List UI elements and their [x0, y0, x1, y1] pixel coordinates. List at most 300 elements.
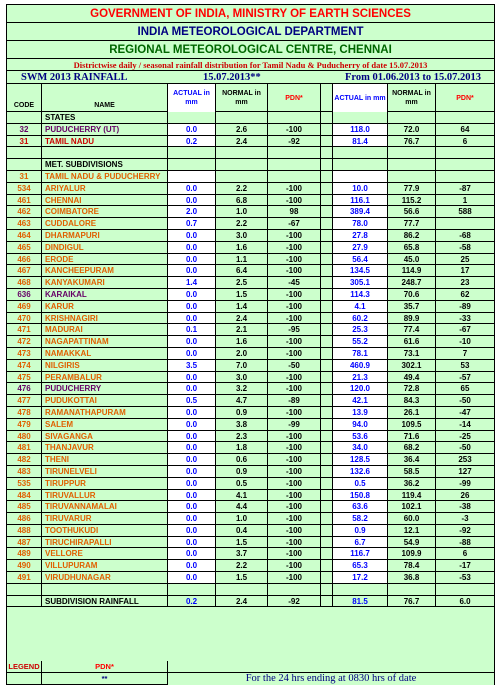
pdn-daily: -100 [268, 301, 321, 312]
table-row [7, 136, 494, 148]
gap-cell [321, 112, 333, 123]
legend-blank [7, 673, 42, 685]
col-normal-daily: NORMAL in mm [216, 84, 268, 112]
pdn-daily [268, 171, 321, 182]
pdn-daily: -50 [268, 360, 321, 371]
table-row [7, 572, 494, 584]
actual-season: 13.9 [333, 407, 388, 418]
pdn-season: -38 [459, 502, 471, 512]
district-code: 31 [7, 171, 42, 182]
table-row [7, 112, 494, 124]
actual-season [333, 147, 388, 158]
rainfall-sheet [6, 4, 495, 685]
pdn-season: -57 [459, 372, 471, 382]
district-code: 484 [7, 490, 42, 501]
actual-season: 118.0 [333, 124, 388, 135]
normal-daily: 0.9 [216, 407, 268, 418]
district-name: THENI [42, 454, 168, 465]
pdn-season: 7 [462, 348, 468, 358]
pdn-season: -68 [459, 230, 471, 240]
pdn-daily: -100 [268, 313, 321, 324]
normal-daily: 1.6 [216, 336, 268, 347]
normal-daily: 7.0 [216, 360, 268, 371]
normal-daily: 2.1 [216, 324, 268, 335]
district-code [7, 159, 42, 170]
table-row [7, 442, 494, 454]
district-name: PUDUCHERRY [42, 383, 168, 394]
district-name: SIVAGANGA [42, 431, 168, 442]
actual-daily: 3.5 [168, 360, 216, 371]
pdn-daily: -100 [268, 525, 321, 536]
pdn-daily: -100 [268, 230, 321, 241]
table-row [7, 147, 494, 159]
actual-daily: 0.0 [168, 572, 216, 583]
normal-daily: 1.6 [216, 242, 268, 253]
normal-season [388, 147, 436, 158]
table-row [7, 478, 494, 490]
col-pdn-daily: PDN* [268, 84, 321, 112]
pdn-season: 17 [460, 266, 470, 276]
gap-cell [321, 324, 333, 335]
actual-season: 78.0 [333, 218, 388, 229]
normal-season: 56.6 [388, 206, 436, 217]
gap-cell [321, 525, 333, 536]
normal-daily: 2.4 [216, 136, 268, 147]
actual-season: 27.9 [333, 242, 388, 253]
district-code: 480 [7, 431, 42, 442]
district-name: NAMAKKAL [42, 348, 168, 359]
actual-season: 63.6 [333, 501, 388, 512]
table-row [7, 218, 494, 230]
district-name: KRISHNAGIRI [42, 313, 168, 324]
normal-season [388, 159, 436, 170]
actual-season: 42.1 [333, 395, 388, 406]
actual-daily [168, 147, 216, 158]
actual-daily: 0.7 [168, 218, 216, 229]
normal-daily: 1.0 [216, 513, 268, 524]
actual-daily: 0.0 [168, 254, 216, 265]
pdn-daily: -100 [268, 124, 321, 135]
gap-cell [321, 254, 333, 265]
district-code: 464 [7, 230, 42, 241]
pdn-season: 65 [460, 384, 470, 394]
table-row [7, 195, 494, 207]
normal-daily: 0.9 [216, 466, 268, 477]
district-name: SALEM [42, 419, 168, 430]
table-row [7, 419, 494, 431]
pdn-daily: -100 [268, 454, 321, 465]
table-row [7, 183, 494, 195]
normal-season: 49.4 [388, 372, 436, 383]
normal-season: 102.1 [388, 501, 436, 512]
pdn-season: -10 [459, 337, 471, 347]
district-name: ERODE [42, 254, 168, 265]
actual-season: 58.2 [333, 513, 388, 524]
table-row [7, 525, 494, 537]
district-name: PERAMBALUR [42, 372, 168, 383]
normal-season: 68.2 [388, 442, 436, 453]
normal-season [388, 171, 436, 182]
normal-daily: 2.4 [216, 596, 268, 607]
col-actual-season: ACTUAL in mm [333, 84, 388, 112]
pdn-daily [268, 112, 321, 123]
district-code: 461 [7, 195, 42, 206]
district-name: KARAIKAL [42, 289, 168, 300]
normal-daily: 3.0 [216, 372, 268, 383]
district-name: SUBDIVISION RAINFALL [42, 596, 168, 607]
district-code: 470 [7, 313, 42, 324]
normal-season: 89.9 [388, 313, 436, 324]
gap-cell [321, 206, 333, 217]
district-name: TAMIL NADU [42, 136, 168, 147]
normal-season: 36.2 [388, 478, 436, 489]
district-code: 490 [7, 560, 42, 571]
normal-season: 86.2 [388, 230, 436, 241]
actual-daily: 0.0 [168, 513, 216, 524]
normal-season: 119.4 [388, 490, 436, 501]
district-code: 479 [7, 419, 42, 430]
actual-daily: 0.0 [168, 183, 216, 194]
table-row [7, 159, 494, 171]
table-row [7, 277, 494, 289]
actual-daily: 0.0 [168, 242, 216, 253]
footnote-banner: For the 24 hrs ending at 0830 hrs of date [168, 673, 494, 685]
district-name: RAMANATHAPURAM [42, 407, 168, 418]
actual-daily: 0.0 [168, 313, 216, 324]
district-code: 472 [7, 336, 42, 347]
period-range: From 01.06.2013 to 15.07.2013 [345, 72, 482, 83]
normal-season: 77.9 [388, 183, 436, 194]
normal-daily: 2.2 [216, 218, 268, 229]
normal-season: 109.9 [388, 548, 436, 559]
gap-cell [321, 596, 333, 607]
district-code: 486 [7, 513, 42, 524]
pdn-season: 62 [460, 289, 470, 299]
pdn-season: 127 [458, 466, 472, 476]
actual-daily: 0.0 [168, 490, 216, 501]
table-row [7, 360, 494, 372]
actual-season: 65.3 [333, 560, 388, 571]
actual-daily: 0.0 [168, 336, 216, 347]
pdn-daily: -100 [268, 431, 321, 442]
actual-season: 94.0 [333, 419, 388, 430]
actual-daily: 0.0 [168, 195, 216, 206]
pdn-season: -14 [459, 419, 471, 429]
actual-daily: 0.0 [168, 548, 216, 559]
normal-season: 61.6 [388, 336, 436, 347]
normal-daily: 2.4 [216, 313, 268, 324]
district-name: VELLORE [42, 548, 168, 559]
normal-season: 248.7 [388, 277, 436, 288]
actual-daily: 0.0 [168, 419, 216, 430]
department-title: INDIA METEOROLOGICAL DEPARTMENT [7, 23, 494, 41]
pdn-season [436, 218, 494, 229]
district-code: 466 [7, 254, 42, 265]
district-name: TAMIL NADU & PUDUCHERRY [42, 171, 168, 182]
gap-cell [321, 407, 333, 418]
pdn-daily: -67 [268, 218, 321, 229]
pdn-daily: -92 [268, 136, 321, 147]
district-name: CUDDALORE [42, 218, 168, 229]
pdn-season: -50 [459, 443, 471, 453]
normal-season: 45.0 [388, 254, 436, 265]
district-code: 477 [7, 395, 42, 406]
pdn-season [436, 159, 494, 170]
normal-season: 76.7 [388, 136, 436, 147]
district-name: STATES [42, 112, 168, 123]
actual-daily: 0.2 [168, 136, 216, 147]
rainfall-table [7, 112, 494, 607]
actual-season: 134.5 [333, 265, 388, 276]
district-name: DHARMAPURI [42, 230, 168, 241]
pdn-season: -67 [459, 325, 471, 335]
pdn-daily: -45 [268, 277, 321, 288]
normal-daily: 2.2 [216, 560, 268, 571]
normal-daily: 3.2 [216, 383, 268, 394]
normal-season: 302.1 [388, 360, 436, 371]
actual-season: 128.5 [333, 454, 388, 465]
actual-daily: 0.0 [168, 289, 216, 300]
actual-season: 56.4 [333, 254, 388, 265]
gap-cell [321, 490, 333, 501]
legend-label: LEGEND [7, 661, 42, 672]
actual-season: 460.9 [333, 360, 388, 371]
col-code: CODE [7, 84, 42, 112]
gap-cell [321, 360, 333, 371]
pdn-daily: -99 [268, 419, 321, 430]
table-row [7, 490, 494, 502]
pdn-daily [268, 147, 321, 158]
normal-daily: 3.7 [216, 548, 268, 559]
actual-daily: 0.0 [168, 501, 216, 512]
normal-season: 35.7 [388, 301, 436, 312]
gap-cell [321, 195, 333, 206]
actual-daily: 0.0 [168, 124, 216, 135]
actual-daily: 0.0 [168, 454, 216, 465]
pdn-daily: -100 [268, 407, 321, 418]
normal-season: 54.9 [388, 537, 436, 548]
normal-season: 76.7 [388, 596, 436, 607]
pdn-daily: -100 [268, 501, 321, 512]
normal-season: 70.6 [388, 289, 436, 300]
pdn-season: -58 [459, 242, 471, 252]
normal-daily [216, 171, 268, 182]
normal-season: 12.1 [388, 525, 436, 536]
pdn-daily: -95 [268, 324, 321, 335]
gap-cell [321, 336, 333, 347]
district-name: VILLUPURAM [42, 560, 168, 571]
district-code: 473 [7, 348, 42, 359]
district-code: 534 [7, 183, 42, 194]
pdn-daily: -100 [268, 548, 321, 559]
pdn-daily: -100 [268, 289, 321, 300]
pdn-season [436, 171, 494, 182]
pdn-season: -53 [459, 573, 471, 583]
district-name: NILGIRIS [42, 360, 168, 371]
actual-season [333, 112, 388, 123]
gap-cell [321, 372, 333, 383]
actual-daily: 0.0 [168, 442, 216, 453]
district-name: COIMBATORE [42, 206, 168, 217]
district-code: 462 [7, 206, 42, 217]
actual-season: 116.1 [333, 195, 388, 206]
actual-season: 81.5 [333, 596, 388, 607]
col-pdn-season: PDN* [456, 94, 474, 102]
actual-daily: 0.0 [168, 348, 216, 359]
normal-season: 77.4 [388, 324, 436, 335]
pdn-season [436, 584, 494, 595]
district-name: CHENNAI [42, 195, 168, 206]
gap-cell [321, 242, 333, 253]
gap-cell [321, 289, 333, 300]
actual-daily: 0.0 [168, 431, 216, 442]
pdn-season: 64 [460, 124, 470, 134]
actual-daily: 0.0 [168, 230, 216, 241]
table-row [7, 395, 494, 407]
district-code: 535 [7, 478, 42, 489]
pdn-daily: -100 [268, 195, 321, 206]
col-normal-season: NORMAL in mm [388, 84, 436, 112]
table-footer [7, 661, 494, 685]
normal-daily: 1.1 [216, 254, 268, 265]
gap-cell [321, 419, 333, 430]
gap-cell [321, 501, 333, 512]
pdn-season [436, 147, 494, 158]
actual-season: 53.6 [333, 431, 388, 442]
gap-cell [321, 584, 333, 595]
pdn-season: -88 [459, 537, 471, 547]
district-code: 474 [7, 360, 42, 371]
normal-daily: 4.4 [216, 501, 268, 512]
gap-cell [321, 537, 333, 548]
district-code [7, 596, 42, 607]
actual-season: 25.3 [333, 324, 388, 335]
normal-daily: 1.8 [216, 442, 268, 453]
normal-season: 73.1 [388, 348, 436, 359]
district-name: MADURAI [42, 324, 168, 335]
pdn-season: 6 [462, 549, 468, 559]
actual-daily [168, 159, 216, 170]
gap-cell [321, 466, 333, 477]
normal-season: 84.3 [388, 395, 436, 406]
district-code: 491 [7, 572, 42, 583]
table-row [7, 407, 494, 419]
normal-daily: 1.5 [216, 572, 268, 583]
pdn-daily [268, 584, 321, 595]
gap-cell [321, 454, 333, 465]
table-row [7, 560, 494, 572]
pdn-daily: -100 [268, 372, 321, 383]
actual-season: 0.5 [333, 478, 388, 489]
table-row [7, 171, 494, 183]
normal-season: 72.0 [388, 124, 436, 135]
normal-daily: 0.5 [216, 478, 268, 489]
district-name [42, 147, 168, 158]
pdn-daily: -100 [268, 348, 321, 359]
district-code: 485 [7, 501, 42, 512]
pdn-season: -17 [459, 561, 471, 571]
district-name: TOOTHUKUDI [42, 525, 168, 536]
gap-cell [321, 395, 333, 406]
normal-daily: 2.3 [216, 431, 268, 442]
table-row [7, 242, 494, 254]
pdn-season: 1 [462, 195, 468, 205]
col-name: NAME [42, 84, 168, 112]
normal-daily: 0.4 [216, 525, 268, 536]
district-code: 488 [7, 525, 42, 536]
actual-season [333, 159, 388, 170]
actual-season: 21.3 [333, 372, 388, 383]
table-row [7, 537, 494, 549]
gap-cell [321, 230, 333, 241]
pdn-season: -87 [459, 183, 471, 193]
report-subtitle: Districtwise daily / seasonal rainfall distribution for Tamil Nadu & Puducherry of date 15.07.2013 [7, 59, 494, 71]
normal-daily: 1.4 [216, 301, 268, 312]
col-gap [321, 84, 333, 112]
district-code [7, 147, 42, 158]
gap-cell [321, 147, 333, 158]
pdn-daily: -100 [268, 478, 321, 489]
actual-season: 55.2 [333, 336, 388, 347]
district-code: 465 [7, 242, 42, 253]
district-name: TIRUVANNAMALAI [42, 501, 168, 512]
gap-cell [321, 277, 333, 288]
table-row [7, 454, 494, 466]
table-row [7, 513, 494, 525]
normal-daily: 6.4 [216, 265, 268, 276]
pdn-season: -92 [459, 525, 471, 535]
district-name [42, 584, 168, 595]
gap-cell [321, 442, 333, 453]
normal-daily: 2.2 [216, 183, 268, 194]
district-name: VIRUDHUNAGAR [42, 572, 168, 583]
gap-cell [321, 301, 333, 312]
actual-season: 116.7 [333, 548, 388, 559]
gap-cell [321, 572, 333, 583]
table-row [7, 383, 494, 395]
normal-season: 65.8 [388, 242, 436, 253]
actual-season: 27.8 [333, 230, 388, 241]
district-code: 467 [7, 265, 42, 276]
actual-daily: 0.2 [168, 596, 216, 607]
pdn-season: 23 [460, 278, 470, 288]
pdn-daily [268, 159, 321, 170]
gap-cell [321, 136, 333, 147]
district-code [7, 112, 42, 123]
table-row [7, 265, 494, 277]
district-name: KANCHEEPURAM [42, 265, 168, 276]
pdn-season: 26 [460, 490, 470, 500]
actual-daily [168, 112, 216, 123]
normal-season: 26.1 [388, 407, 436, 418]
district-code: 487 [7, 537, 42, 548]
district-code: 636 [7, 289, 42, 300]
district-name: TIRUNELVELI [42, 466, 168, 477]
legend-pdn: PDN* [42, 661, 168, 672]
gap-cell [321, 265, 333, 276]
normal-daily: 1.0 [216, 206, 268, 217]
gap-cell [321, 159, 333, 170]
normal-season: 115.2 [388, 195, 436, 206]
pdn-season: -50 [459, 396, 471, 406]
legend-stars: ** [42, 673, 168, 685]
pdn-season [436, 112, 494, 123]
normal-season [388, 112, 436, 123]
table-row [7, 431, 494, 443]
pdn-daily: -100 [268, 183, 321, 194]
actual-daily: 0.0 [168, 407, 216, 418]
gap-cell [321, 431, 333, 442]
